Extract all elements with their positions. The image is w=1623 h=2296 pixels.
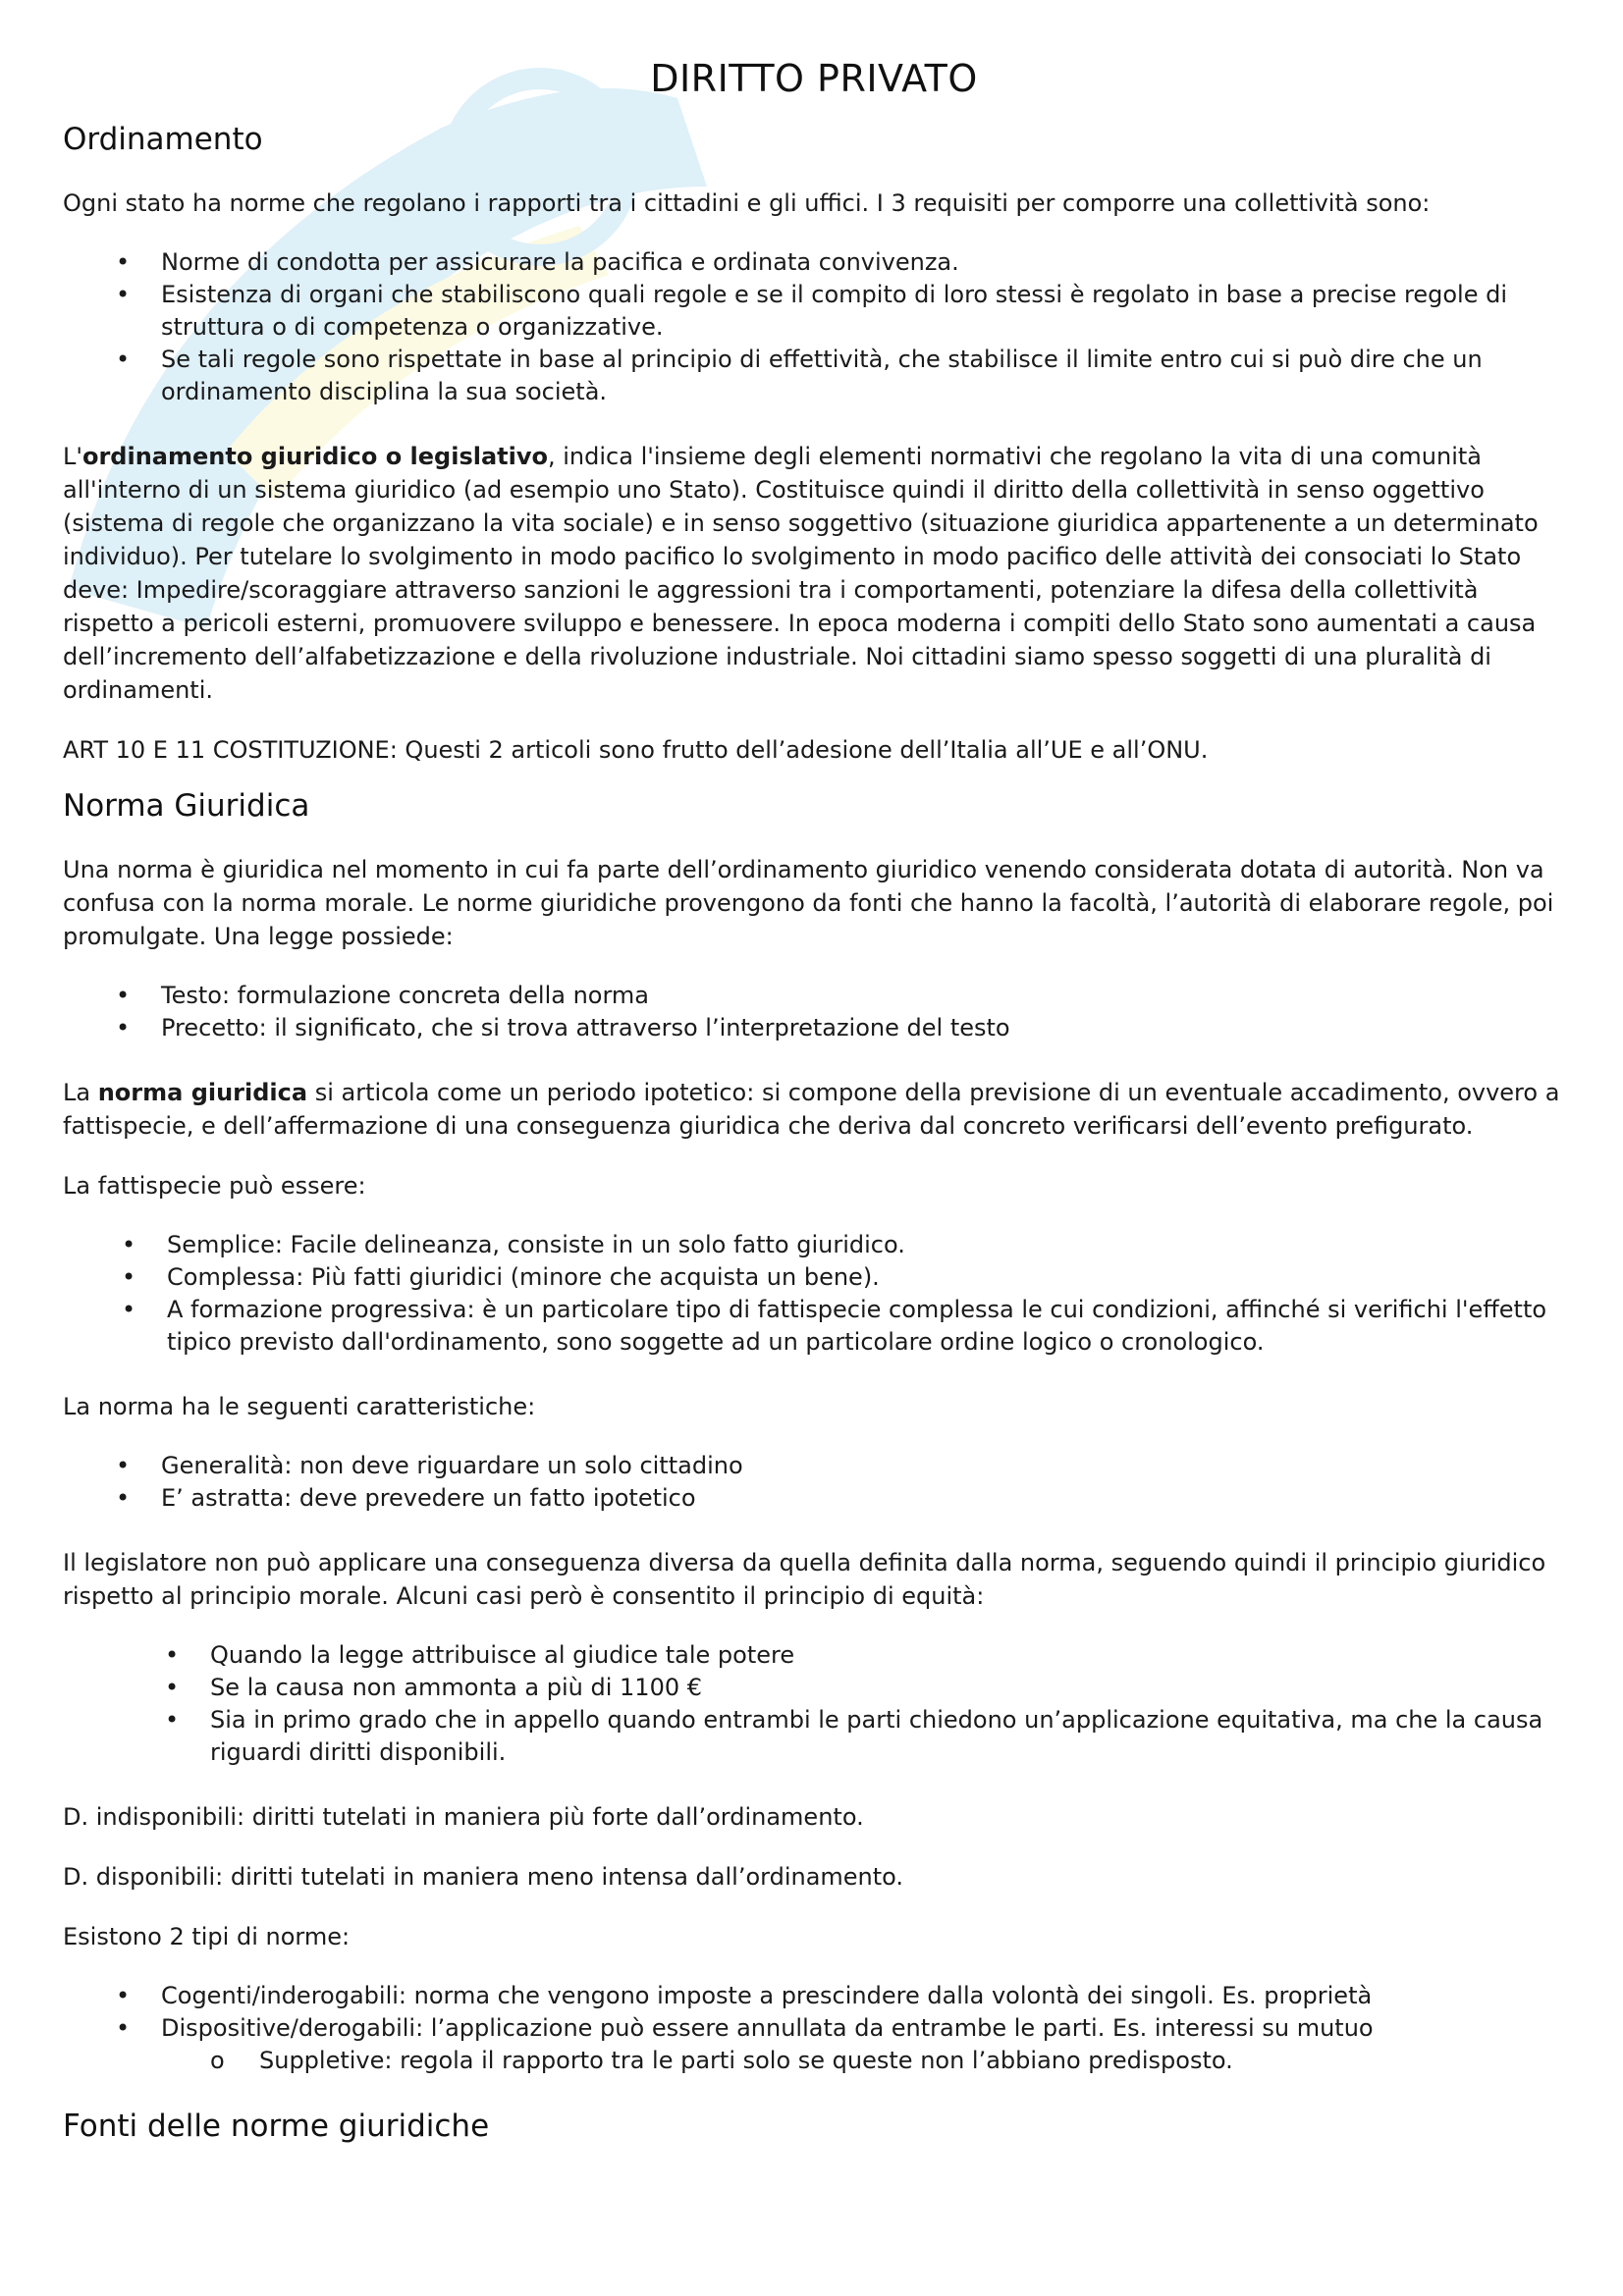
list-item: • Sia in primo grado che in appello quando entrambi le parti chiedono un’applicazione equitativa, ma che la causa riguardi diritti disponibili. <box>165 1706 1543 1766</box>
caratteristiche-list <box>63 1450 1565 1515</box>
bullet-icon: • <box>116 2014 131 2042</box>
art-costituzione: ART 10 E 11 COSTITUZIONE: Questi 2 articoli sono frutto dell’adesione dell’Italia all’UE e all’ONU. <box>63 736 1209 764</box>
list-item: • Dispositive/derogabili: l’applicazione può essere annullata da entrambe le parti. Es. interessi su mutuo o Suppletive: regola il rapporto tra le parti solo se queste non l’abbiano predisposto. <box>161 2012 1565 2077</box>
sub-bullet-icon: o <box>210 2047 225 2074</box>
fattispecie-intro: La fattispecie può essere: <box>63 1172 366 1200</box>
list-item: • Se la causa non ammonta a più di 1100 € <box>210 1672 1565 1704</box>
heading-ordinamento: Ordinamento <box>63 122 263 157</box>
legge-list <box>63 980 1565 1044</box>
requisiti-list <box>63 246 1565 408</box>
list-item: • Testo: formulazione concreta della norma <box>161 980 1565 1012</box>
diritti-disponibili: D. disponibili: diritti tutelati in maniera meno intensa dall’ordinamento. <box>63 1863 904 1891</box>
page-title: DIRITTO PRIVATO <box>650 57 978 100</box>
tipi-norme-list <box>63 1980 1565 2077</box>
list-item: • Complessa: Più fatti giuridici (minore che acquista un bene). <box>167 1261 1565 1294</box>
bullet-icon: • <box>122 1296 136 1323</box>
list-item: • Quando la legge attribuisce al giudice tale potere <box>210 1639 1565 1672</box>
bullet-icon: • <box>116 1982 131 2009</box>
sub-list <box>161 2045 1565 2077</box>
list-item: • A formazione progressiva: è un particolare tipo di fattispecie complessa le cui condizioni, affinché si verifichi l'effetto tipico previsto dall'ordinamento, sono soggette ad un particolare ordine logico o cronologico. <box>122 1296 1547 1356</box>
bullet-icon: • <box>116 1014 131 1041</box>
list-item: • E’ astratta: deve prevedere un fatto ipotetico <box>161 1482 1565 1515</box>
heading-norma-giuridica: Norma Giuridica <box>63 788 310 824</box>
bullet-icon: • <box>122 1231 136 1258</box>
bullet-icon: • <box>165 1706 180 1734</box>
heading-fonti: Fonti delle norme giuridiche <box>63 2109 490 2144</box>
list-item: • Cogenti/inderogabili: norma che vengono imposte a prescindere dalla volontà dei singoli. Es. proprietà <box>161 1980 1565 2012</box>
list-item: • Norme di condotta per assicurare la pacifica e ordinata convivenza. <box>161 246 1565 279</box>
legislatore-paragraph: Il legislatore non può applicare una conseguenza diversa da quella definita dalla norma, seguendo quindi il principio giuridico rispetto al principio morale. Alcuni casi però è consentito il principio di equità: <box>63 1549 1546 1610</box>
bullet-icon: • <box>165 1674 180 1701</box>
diritti-indisponibili: D. indisponibili: diritti tutelati in maniera più forte dall’ordinamento. <box>63 1803 864 1831</box>
list-item: • Generalità: non deve riguardare un solo cittadino <box>161 1450 1565 1482</box>
bold-term: norma giuridica <box>97 1079 308 1106</box>
bullet-icon: • <box>116 346 131 373</box>
bullet-icon: • <box>116 248 131 276</box>
list-item: • Semplice: Facile delineanza, consiste in un solo fatto giuridico. <box>167 1229 1565 1261</box>
bullet-icon: • <box>116 1484 131 1512</box>
bold-term: ordinamento giuridico o legislativo <box>81 443 548 470</box>
fattispecie-list <box>63 1229 1565 1359</box>
bullet-icon: • <box>116 281 131 308</box>
equita-list <box>63 1639 1565 1769</box>
norma-periodo-ipotetico: La norma giuridica si articola come un periodo ipotetico: si compone della previsione di un eventuale accadimento, ovvero a fattispecie, e dell’affermazione di una conseguenza giuridica che deriva dal concreto verificarsi dell’evento prefigurato. <box>63 1079 1560 1140</box>
list-item: • Esistenza di organi che stabiliscono quali regole e se il compito di loro stessi è regolato in base a precise regole di struttura o di competenza o organizzative. <box>116 281 1507 341</box>
caratteristiche-intro: La norma ha le seguenti caratteristiche: <box>63 1393 536 1420</box>
bullet-icon: • <box>116 1452 131 1479</box>
bullet-icon: • <box>165 1641 180 1669</box>
bullet-icon: • <box>116 982 131 1009</box>
list-item: o Suppletive: regola il rapporto tra le parti solo se queste non l’abbiano predisposto. <box>259 2045 1565 2077</box>
ordinamento-intro: Ogni stato ha norme che regolano i rapporti tra i cittadini e gli uffici. I 3 requisiti per comporre una collettività sono: <box>63 189 1431 217</box>
bullet-icon: • <box>122 1263 136 1291</box>
ordinamento-giuridico-paragraph: L'ordinamento giuridico o legislativo, indica l'insieme degli elementi normativi che regolano la vita di una comunità all'interno di un sistema giuridico (ad esempio uno Stato). Costituisce quindi il diritto della collettività in senso oggettivo (sistema di regole che organizzano la vita sociale) e in senso soggettivo (situazione giuridica appartenente a un determinato individuo). Per tutelare lo svolgimento in modo pacifico lo svolgimento in modo pacifico delle attività dei consociati lo Stato deve: Impedire/scoraggiare attraverso sanzioni le aggressioni tra i comportamenti, potenziare la difesa della collettività rispetto a pericoli esterni, promuovere sviluppo e benessere. In epoca moderna i compiti dello Stato sono aumentati a causa dell’incremento dell’alfabetizzazione e della rivoluzione industriale. Noi cittadini siamo spesso soggetti di una pluralità di ordinamenti. <box>63 443 1539 704</box>
list-item: • Se tali regole sono rispettate in base al principio di effettività, che stabilisce il limite entro cui si può dire che un ordinamento disciplina la sua società. <box>116 346 1483 405</box>
norma-intro: Una norma è giuridica nel momento in cui fa parte dell’ordinamento giuridico venendo considerata dotata di autorità. Non va confusa con la norma morale. Le norme giuridiche provengono da fonti che hanno la facoltà, l’autorità di elaborare regole, poi promulgate. Una legge possiede: <box>63 856 1554 950</box>
tipi-norme-intro: Esistono 2 tipi di norme: <box>63 1923 351 1950</box>
document-page <box>63 57 1565 2173</box>
list-item: • Precetto: il significato, che si trova attraverso l’interpretazione del testo <box>161 1012 1565 1044</box>
